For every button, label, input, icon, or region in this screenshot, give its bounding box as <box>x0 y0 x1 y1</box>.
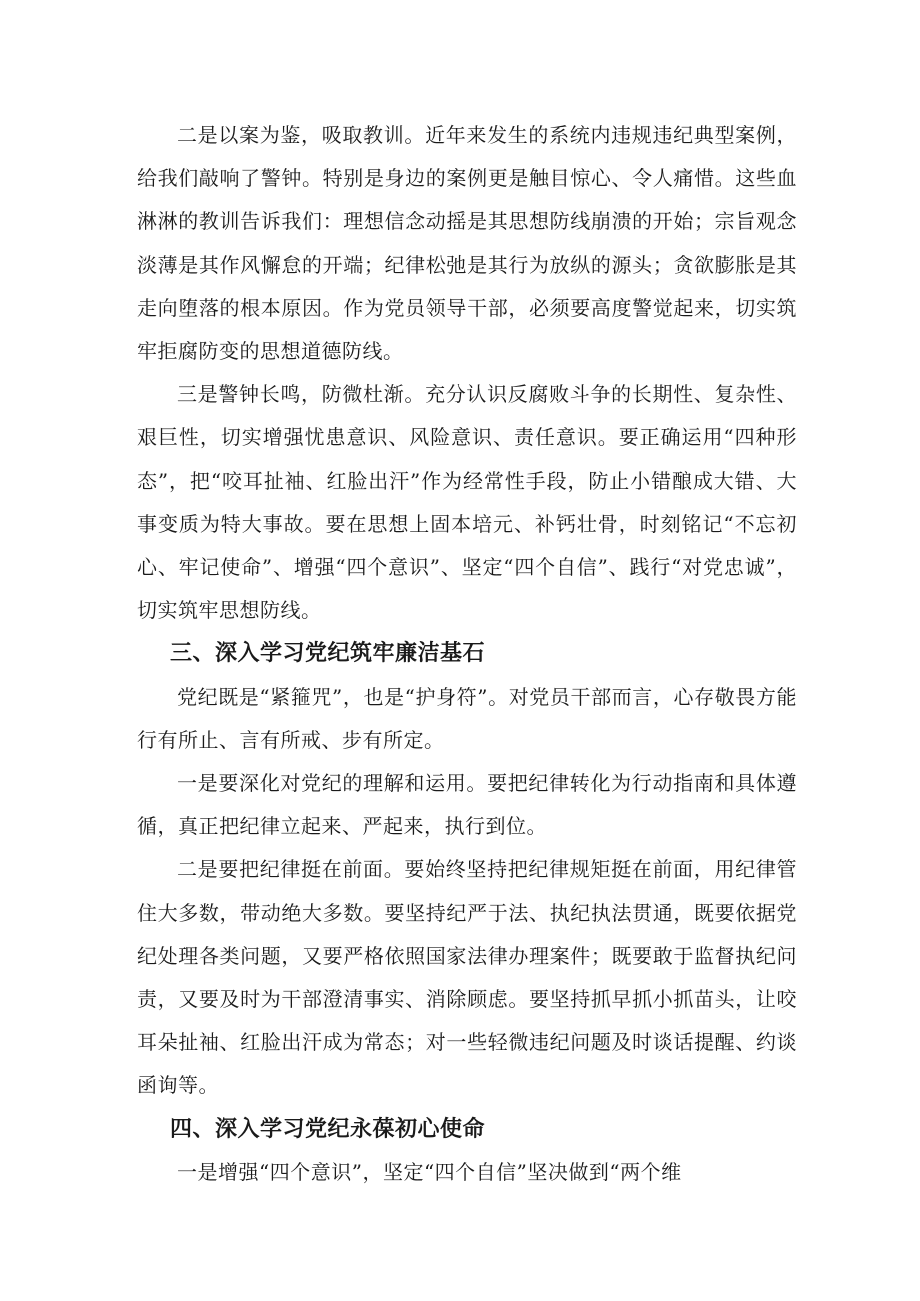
document-body <box>137 114 797 1194</box>
section-heading-3: 三、深入学习党纪筑牢廉洁基石 <box>170 641 486 667</box>
paragraph-deepen-understanding: 一是要深化对党纪的理解和运用。要把纪律转化为行动指南和具体遵循，真正把纪律立起来、严起来，执行到位。 <box>137 771 797 839</box>
paragraph-discipline-first: 二是要把纪律挺在前面。要始终坚持把纪律规矩挺在前面，用纪律管住大多数，带动绝大多数。要坚持纪严于法、执纪执法贯通，既要依据党纪处理各类问题，又要严格依照国家法律办理案件；既要敢于监督执纪问责，又要及时为干部澄清事实、消除顾虑。要坚持抓早抓小抓苗头，让咬耳朵扯袖、红脸出汗成为常态；对一些轻微违纪问题及时谈话提醒、约谈函询等。 <box>137 857 797 1098</box>
paragraph-party-discipline-intro: 党纪既是“紧箍咒”，也是“护身符”。对党员干部而言，心存敬畏方能行有所止、言有所戒、步有所定。 <box>137 684 797 752</box>
paragraph-warning-bell: 三是警钟长鸣，防微杜渐。充分认识反腐败斗争的长期性、复杂性、艰巨性，切实增强忧患意识、风险意识、责任意识。要正确运用“四种形态”，把“咬耳扯袖、红脸出汗”作为经常性手段，防止小错酿成大错、大事变质为特大事故。要在思想上固本培元、补钙壮骨，时刻铭记“不忘初心、牢记使命”、增强“四个意识”、坚定“四个自信”、践行“对党忠诚”，切实筑牢思想防线。 <box>137 382 797 623</box>
paragraph-four-consciousness: 一是增强“四个意识”，坚定“四个自信”坚决做到“两个维 <box>177 1159 682 1184</box>
paragraph-lesson-from-cases: 二是以案为鉴，吸取教训。近年来发生的系统内违规违纪典型案例，给我们敲响了警钟。特别是身边的案例更是触目惊心、令人痛惜。这些血淋淋的教训告诉我们：理想信念动摇是其思想防线崩溃的开始；宗旨观念淡薄是其作风懈怠的开端；纪律松弛是其行为放纵的源头；贪欲膨胀是其走向堕落的根本原因。作为党员领导干部，必须要高度警觉起来，切实筑牢拒腐防变的思想道德防线。 <box>137 123 797 364</box>
section-heading-4: 四、深入学习党纪永葆初心使命 <box>170 1116 486 1142</box>
